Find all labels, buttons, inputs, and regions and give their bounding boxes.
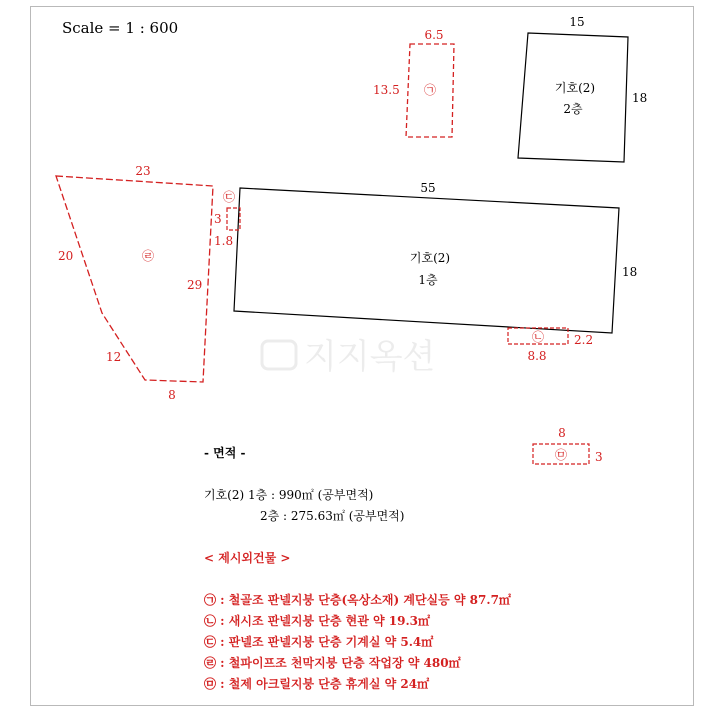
- annex-b-dim-right: 2.2: [574, 333, 594, 347]
- annex-e-dim-top: 8: [558, 426, 566, 440]
- annex-c-dim-left: 3: [214, 212, 222, 226]
- annex-d-dim-lower-left: 12: [106, 350, 122, 364]
- annex-b-dim-bottom: 8.8: [527, 349, 547, 363]
- area-heading: - 면적 -: [204, 446, 246, 460]
- annex-d-dim-top: 23: [135, 164, 151, 178]
- area-line-1f: 기호(2) 1층 : 990㎡ (공부면적): [204, 488, 374, 502]
- extra-item-b: ㉡ : 새시조 판넬지붕 단층 현관 약 19.3㎡: [204, 614, 431, 628]
- building-2f-dim-right: 18: [632, 91, 648, 105]
- building-1f-floor: 1층: [418, 273, 438, 287]
- building-2f: [518, 15, 647, 162]
- annex-c-symbol: ㉢: [222, 190, 236, 204]
- extra-buildings-section: [204, 550, 512, 691]
- building-2f-name: 기호(2): [554, 81, 596, 95]
- annex-e-dim-right: 3: [595, 450, 603, 464]
- annex-a-symbol: ㉠: [423, 83, 437, 97]
- annex-c-dim-bottom: 1.8: [214, 234, 234, 248]
- annex-a-dim-left: 13.5: [373, 83, 400, 97]
- annex-d-dim-left: 20: [58, 249, 74, 263]
- annex-c: [214, 190, 240, 248]
- extra-item-c: ㉢ : 판넬조 판넬지붕 단층 기계실 약 5.4㎡: [204, 635, 434, 649]
- building-2f-floor: 2층: [563, 102, 583, 116]
- extra-item-a: ㉠ : 철골조 판넬지붕 단층(옥상소재) 계단실등 약 87.7㎡: [204, 593, 511, 607]
- annex-d: [56, 164, 213, 402]
- building-1f-name: 기호(2): [409, 251, 451, 265]
- annex-d-symbol: ㉣: [141, 249, 155, 263]
- annex-e: [533, 426, 603, 464]
- watermark: [262, 337, 435, 377]
- annex-b-symbol: ㉡: [531, 330, 545, 344]
- annex-a: [373, 28, 454, 137]
- extra-item-d: ㉣ : 철파이프조 천막지붕 단층 작업장 약 480㎡: [204, 656, 461, 670]
- scale-label: Scale = 1 : 600: [62, 19, 179, 37]
- building-1f-dim-top: 55: [420, 181, 436, 195]
- annex-d-dim-right: 29: [187, 278, 203, 292]
- area-line-2f: 2층 : 275.63㎡ (공부면적): [260, 509, 405, 523]
- annex-d-dim-bottom: 8: [168, 388, 176, 402]
- building-1f-dim-right: 18: [622, 265, 638, 279]
- annex-b: [508, 328, 593, 363]
- building-1f: [234, 181, 637, 333]
- building-2f-dim-top: 15: [569, 15, 585, 29]
- extra-heading: < 제시외건물 >: [204, 551, 291, 565]
- annex-e-symbol: ㉤: [554, 448, 568, 462]
- building-2f-outline: [518, 33, 628, 162]
- area-section: [204, 445, 404, 523]
- watermark-text: 지지옥션: [304, 337, 436, 377]
- watermark-logo-icon: [262, 341, 296, 369]
- extra-item-e: ㉤ : 철제 아크릴지붕 단층 휴게실 약 24㎡: [204, 677, 430, 691]
- annex-a-dim-top: 6.5: [424, 28, 444, 42]
